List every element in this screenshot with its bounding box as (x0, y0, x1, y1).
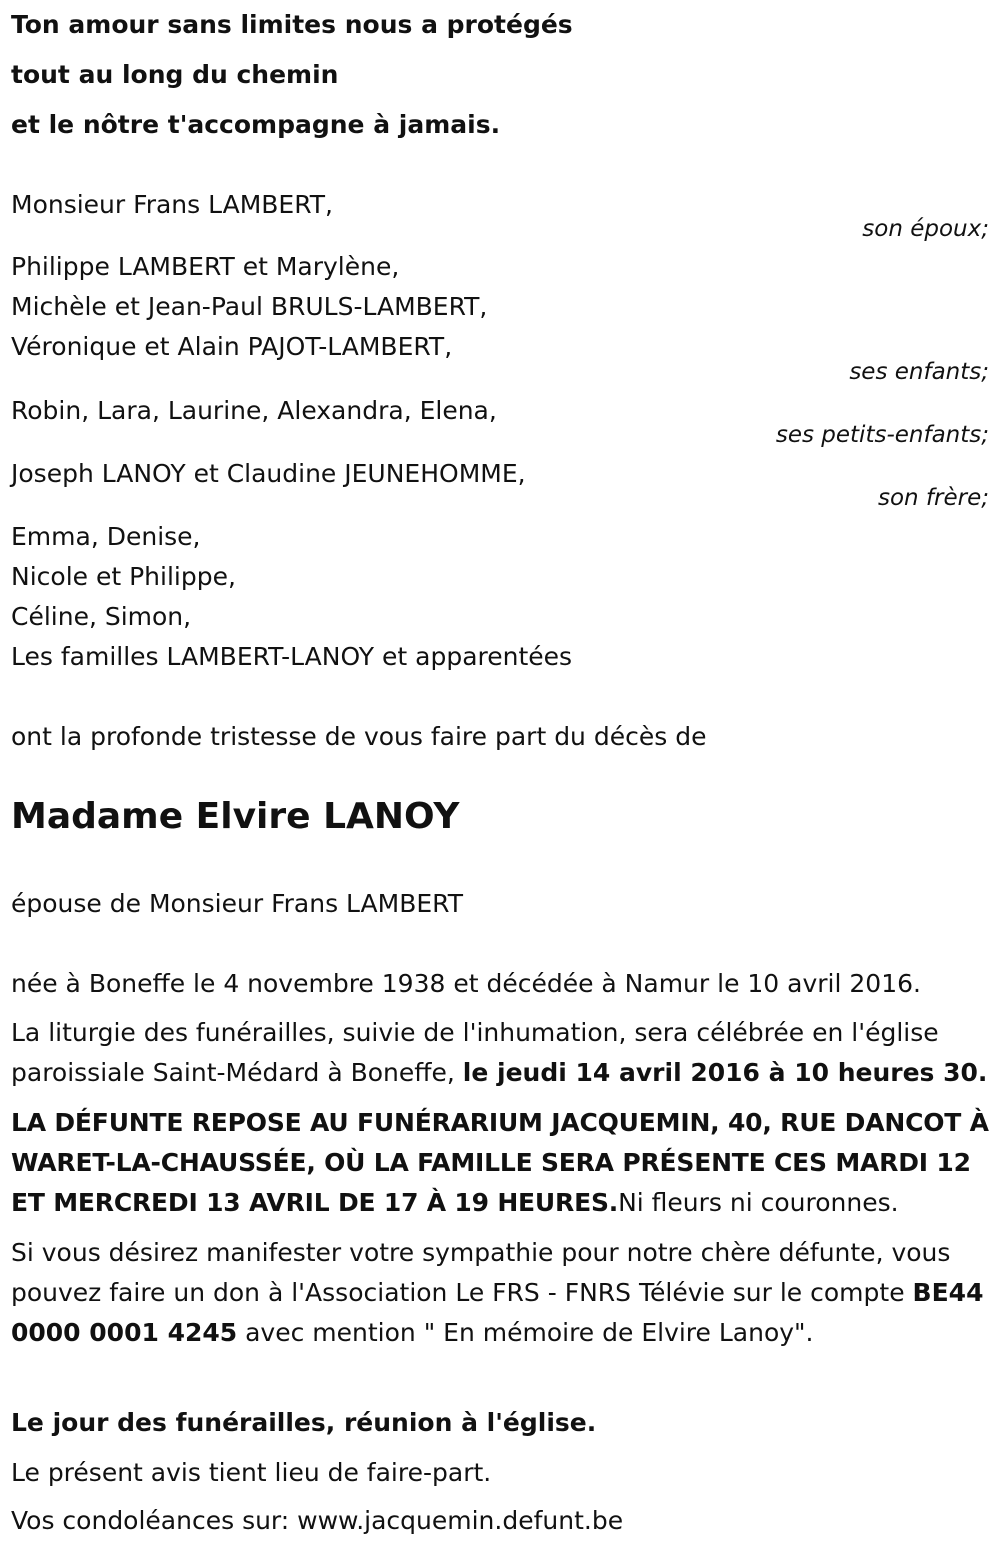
child-line-3: Véronique et Alain PAJOT-LAMBERT, (11, 332, 453, 361)
donation-text: Si vous désirez manifester votre sympathie pour notre chère défunte, vous pouvez faire un don à l'Association Le FRS - FNRS Télévie sur le compte (11, 1238, 951, 1307)
spouse-name: Monsieur Frans LAMBERT, (11, 190, 333, 219)
brother-relation: son frère; (877, 485, 989, 511)
announcement: ont la profonde tristesse de vous faire part du décès de (11, 722, 707, 751)
grandchildren-names: Robin, Lara, Laurine, Alexandra, Elena, (11, 396, 497, 425)
deceased-spouse-line: épouse de Monsieur Frans LAMBERT (11, 889, 463, 918)
children-relation: ses enfants; (849, 359, 989, 385)
child-line-2: Michèle et Jean-Paul BRULS-LAMBERT, (11, 292, 488, 321)
epitaph-line-3: et le nôtre t'accompagne à jamais. (11, 110, 501, 139)
liturgy-paragraph (11, 1013, 996, 1093)
spouse-relation: son époux; (862, 216, 989, 242)
brother-name: Joseph LANOY et Claudine JEUNEHOMME, (11, 459, 526, 488)
others-line-1: Emma, Denise, (11, 522, 201, 551)
donation-mention: avec mention " En mémoire de Elvire Lanoy". (245, 1318, 814, 1347)
donation-paragraph (11, 1233, 996, 1353)
others-line-4: Les familles LAMBERT-LANOY et apparentées (11, 642, 573, 671)
grandchildren-relation: ses petits-enfants; (775, 422, 989, 448)
donation-account: BE44 0000 0001 4245 (11, 1278, 984, 1347)
condolences-line: Vos condoléances sur: www.jacquemin.defunt.be (11, 1506, 624, 1535)
epitaph-line-2: tout au long du chemin (11, 60, 339, 89)
deceased-name: Madame Elvire LANOY (11, 796, 460, 837)
funerarium-paragraph (11, 1103, 996, 1223)
liturgy-date: le jeudi 14 avril 2016 à 10 heures 30. (462, 1058, 988, 1087)
church-meeting: Le jour des funérailles, réunion à l'église. (11, 1408, 597, 1437)
funerarium-text: LA DÉFUNTE REPOSE AU FUNÉRARIUM JACQUEMIN, 40, RUE DANCOT À WARET-LA-CHAUSSÉE, OÙ LA FAMILLE SERA PRÉSENTE CES MARDI 12 ET MERCREDI 13 AVRIL DE 17 À 19 HEURES. (11, 1108, 989, 1217)
child-line-1: Philippe LAMBERT et Marylène, (11, 252, 400, 281)
birth-death-line: née à Boneffe le 4 novembre 1938 et décédée à Namur le 10 avril 2016. (11, 969, 921, 998)
notice: Le présent avis tient lieu de faire-part. (11, 1458, 492, 1487)
liturgy-text: La liturgie des funérailles, suivie de l'inhumation, sera célébrée en l'église paroissiale Saint-Médard à Boneffe, (11, 1018, 939, 1087)
others-line-2: Nicole et Philippe, (11, 562, 236, 591)
others-line-3: Céline, Simon, (11, 602, 192, 631)
flowers-note: Ni fleurs ni couronnes. (618, 1188, 899, 1217)
epitaph-line-1: Ton amour sans limites nous a protégés (11, 10, 573, 39)
